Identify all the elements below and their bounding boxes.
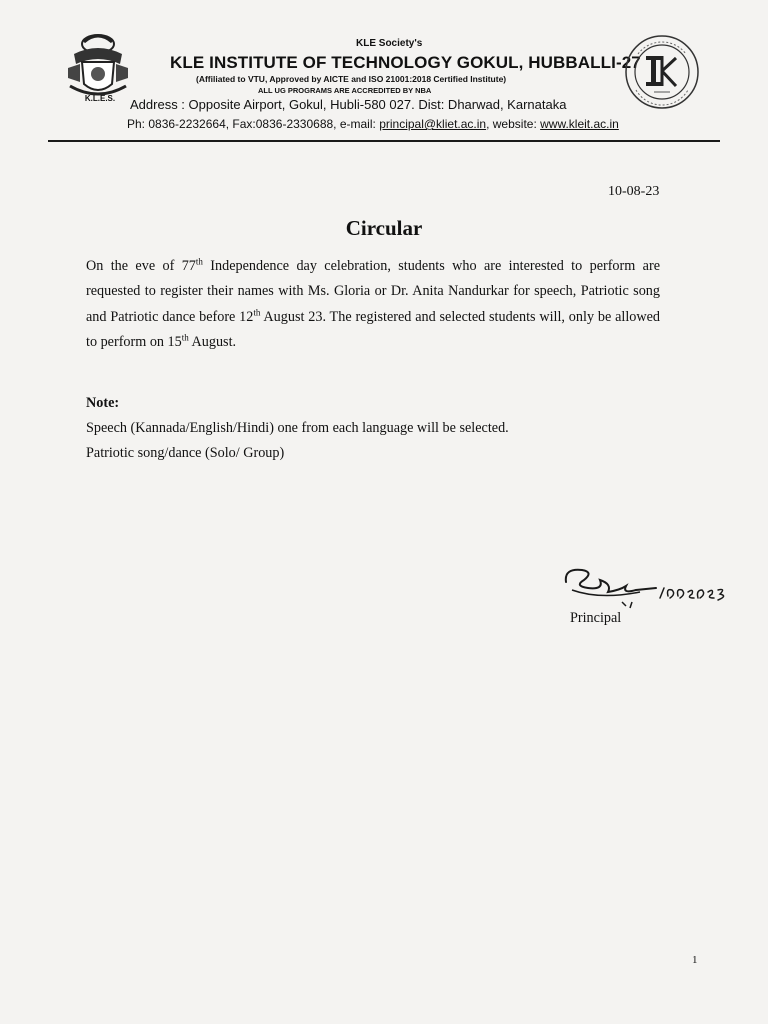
principal-signature: [560, 560, 740, 614]
circular-date: 10-08-23: [608, 184, 660, 199]
note-heading: Note:: [86, 395, 120, 411]
email-link[interactable]: principal@kliet.ac.in: [379, 117, 487, 131]
kleit-seal-logo: [624, 34, 700, 110]
para-part-2: Independence day celebration, students who are interested to perform are requested to register their names with Ms. Gloria or Dr. Anita Nandurkar for speech, Patriotic song and Patriotic dance before 12: [86, 258, 660, 325]
signatory-title: Principal: [570, 610, 622, 626]
page-number: 1: [692, 954, 698, 966]
contact-line: [127, 117, 619, 131]
note-song-dance-line: Patriotic song/dance (Solo/ Group): [86, 445, 285, 461]
para-part-4: August.: [188, 333, 237, 350]
left-logo-caption: K.L.E.S.: [84, 94, 116, 103]
para-sup-1: th: [195, 256, 203, 267]
website-link[interactable]: www.kleit.ac.in: [540, 117, 619, 131]
kles-emblem-logo: [64, 28, 132, 100]
header-divider: [48, 140, 720, 142]
para-part-3: August 23. The registered and selected students will, only be allowed to perform on 15: [86, 308, 660, 350]
contact-phone-fax: Ph: 0836-2232664, Fax:0836-2330688, e-mail:: [127, 117, 380, 131]
para-sup-2: th: [253, 306, 261, 317]
society-name: KLE Society's: [356, 38, 423, 49]
para-part-1: On the eve of 77: [86, 258, 196, 274]
para-sup-3: th: [181, 332, 189, 343]
website-label: , website:: [486, 117, 541, 131]
circular-title: Circular: [345, 216, 423, 240]
circular-paragraph: [86, 254, 660, 355]
address-line: Address : Opposite Airport, Gokul, Hubli-580 027. Dist: Dharwad, Karnataka: [130, 97, 567, 112]
accreditation-line: ALL UG PROGRAMS ARE ACCREDITED BY NBA: [258, 86, 432, 95]
affiliation-line: (Affiliated to VTU, Approved by AICTE and ISO 21001:2018 Certified Institute): [196, 74, 507, 84]
institute-name: KLE INSTITUTE OF TECHNOLOGY GOKUL, HUBBALLI-27: [170, 53, 641, 72]
note-speech-line: Speech (Kannada/English/Hindi) one from each language will be selected.: [86, 420, 509, 436]
